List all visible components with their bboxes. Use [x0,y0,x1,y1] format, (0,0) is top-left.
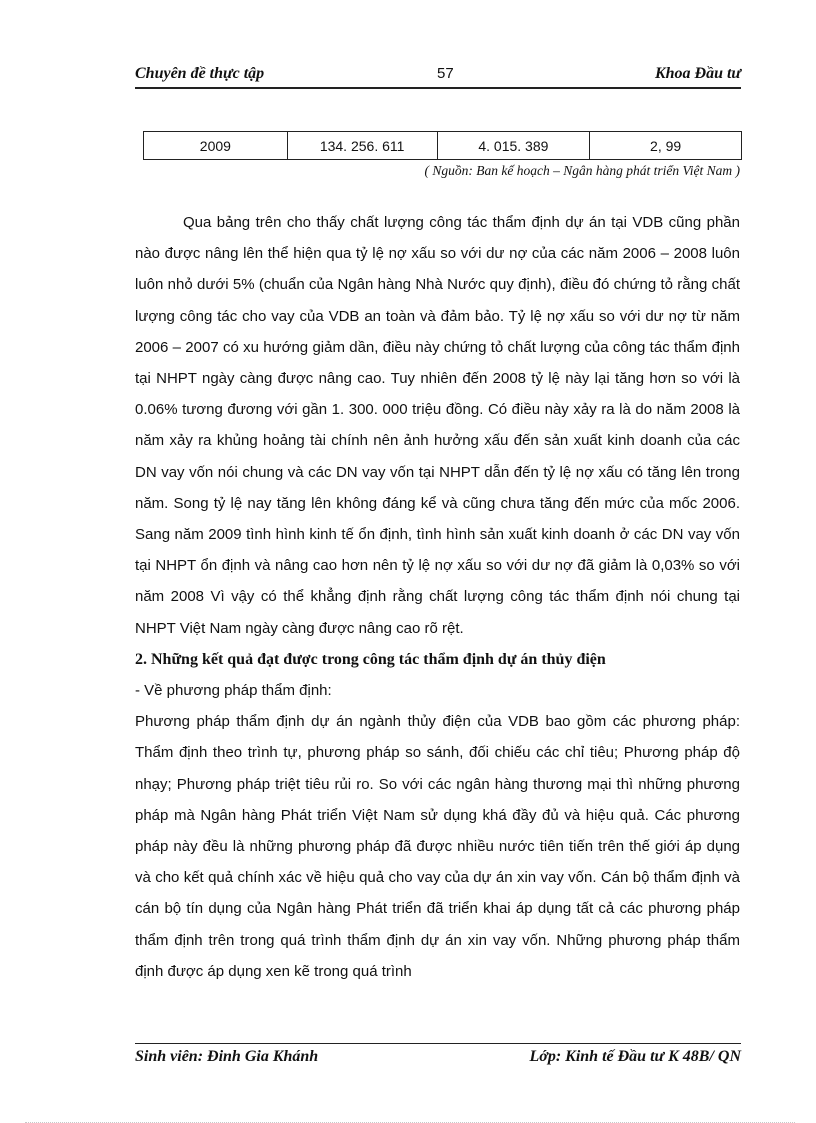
section-heading: 2. Những kết quả đạt được trong công tác thẩm định dự án thủy điện [135,650,606,668]
source-note: ( Nguồn: Ban kế hoạch – Ngân hàng phát triển Việt Nam ) [424,163,740,178]
header-department: Khoa Đầu tư [654,65,741,82]
footer-class: Lớp: Kinh tế Đầu tư K 48B/ QN [529,1048,741,1065]
table-cell-total: 134. 256. 611 [287,132,437,160]
header-title: Chuyên đề thực tập [135,65,265,82]
data-table [143,131,742,160]
page-number: 57 [437,65,454,82]
table-cell-bad-debt: 4. 015. 389 [437,132,590,160]
page-footer [135,1043,741,1074]
table-cell-year: 2009 [144,132,288,160]
subsection-label: - Về phương pháp thẩm định: [135,682,332,700]
footer-student: Sinh viên: Đinh Gia Khánh [135,1048,319,1065]
page-header [135,63,741,89]
paragraph-methods: Phương pháp thẩm định dự án ngành thủy điện của VDB bao gồm các phương pháp: Thẩm định theo trình tự, phương pháp so sánh, đối chiếu các chỉ tiêu; Phương pháp độ nhạy; Phương pháp triệt tiêu rủi ro. So với các ngân hàng thương mại thì những phương pháp mà Ngân hàng Phát triển Việt Nam sử dụng khá đầy đủ và hiệu quả. Các phương pháp này đều là những phương pháp đã được nhiều nước tiên tiến trên thế giới áp dụng và cho kết quả chính xác về hiệu quả cho vay của dự án xin vay vốn. Cán bộ thẩm định và cán bộ tín dụng của Ngân hàng Phát triển đã triển khai áp dụng tất cả các phương pháp thẩm định trên trong quá trình thẩm định dự án xin vay vốn. Những phương pháp thẩm định được áp dụng xen kẽ trong quá trình [135,713,740,980]
paragraph-analysis: Qua bảng trên cho thấy chất lượng công tác thẩm định dự án tại VDB cũng phần nào được nâng lên thể hiện qua tỷ lệ nợ xấu so với dư nợ của các năm 2006 – 2008 luôn luôn nhỏ dưới 5% (chuẩn của Ngân hàng Nhà Nước quy định), điều đó chứng tỏ rằng chất lượng công tác cho vay của VDB an toàn và đảm bảo. Tỷ lệ nợ xấu so với dư nợ từ năm 2006 – 2007 có xu hướng giảm dần, điều này chứng tỏ chất lượng của công tác thẩm định tại NHPT ngày càng được nâng cao. Tuy nhiên đến 2008 tỷ lệ này lại tăng hơn so với là 0.06% tương đương với gần 1. 300. 000 triệu đồng. Có điều này xảy ra là do năm 2008 là năm xảy ra khủng hoảng tài chính nên ảnh hưởng xấu đến sản xuất kinh doanh của các DN vay vốn nói chung và các DN vay vốn tại NHPT dẫn đến tỷ lệ nợ xấu có tăng lên trong năm. Song tỷ lệ nay tăng lên không đáng kể và cũng chưa tăng đến mức của mốc 2006. Sang năm 2009 tình hình kinh tế ổn định, tình hình sản xuất kinh doanh ở các DN vay vốn tại NHPT ổn định và nâng cao hơn nên tỷ lệ nợ xấu so với dư nợ đã giảm là 0,03% so với năm 2008 Vì vậy có thể khẳng định rằng chất lượng công tác thẩm định nói chung tại NHPT Việt Nam ngày càng được nâng cao rõ rệt. [135,214,740,637]
table-cell-ratio: 2, 99 [590,132,742,160]
table-row [144,132,742,160]
body-text [135,207,740,987]
